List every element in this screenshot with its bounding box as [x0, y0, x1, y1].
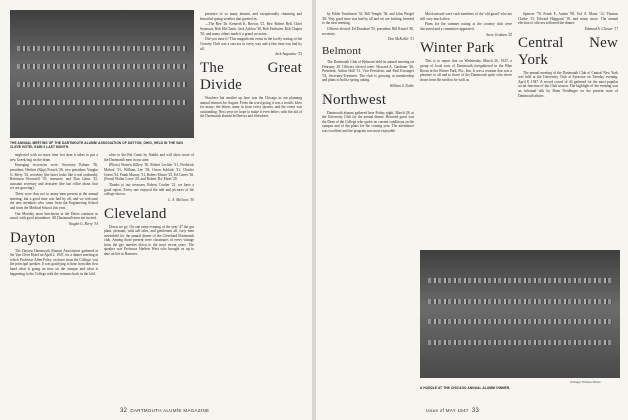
right-column-3: [518, 12, 618, 244]
signature: Jack Augustine '35: [274, 52, 302, 57]
magazine-name: DARTMOUTH ALUMNI MAGAZINE: [130, 408, 210, 413]
left-column-2: [104, 153, 194, 403]
paragraph: presence of so many alumni, and exceptionally charming and beautiful spring weather that greeted us.: [200, 12, 302, 21]
paragraph: Down we go. On one rainy evening of the year '47 the gas plant, pleasant, with tall tales, and gentlemen all, forty men assembled for the annual dinner of the Cleveland Dartmouth club. Among those present were classmates of every vintage from the gay nineties down to the most recent years. The speaker was Professor Herbert West who brought us up to date on life in Hanover.: [104, 224, 194, 257]
paragraph: Thanks to our treasurer, Robert Coulter '21, we have a good report. Every one enjoyed the talk and pictures of the college shown.: [104, 182, 194, 197]
photo-caption: A HUDDLE AT THE CHICAGO ANNUAL ALUMNI DINNER.: [420, 386, 511, 390]
paragraph: The Dartmouth Club of Belmont held its annual meeting on February 28. Officers elected were: Howard A. Gardener '28, President; Arthur Hall '31, Vice President; and Paul Kissinger '34, Secretary-Treasurer. The club is growing in membership and plans to hold a spring outing.: [322, 59, 414, 83]
signature: L. A. McGraw '30: [168, 197, 194, 202]
page-folio-left: [120, 408, 209, 414]
paragraph: alive to the Bel Canto by Stubbs and will show more of the Dartmouth men in our area:: [104, 153, 194, 162]
dayton-group-photo: [10, 10, 194, 138]
paragraph: (Photo) Warren Kilbey '30, Robert Lechler '31, Frederick Maloof '31, William Lee '38, Orton Schlarb '31, Charles Green '34, Frank Murray '31, Robert Moore '25, Ed Carter '38, (Front) Walter Lowe '20, and Robert 'Bo' Ehret '29.: [104, 163, 194, 182]
page-number: 32: [120, 408, 128, 414]
photo-credit: Chicago Tribune Photo: [570, 380, 601, 384]
signature: Don McKellar '31: [387, 37, 414, 42]
section-heading-belmont: Belmont: [322, 44, 362, 57]
signature: William S. Noble: [389, 84, 414, 89]
left-column-1: [10, 153, 98, 403]
paragraph: Did you miss it? This magnificent event in the lovely setting of the Country Club was a success in every way and a fine time was had by all.: [200, 37, 302, 51]
section-heading-cleveland: Cleveland: [104, 205, 167, 222]
section-heading-northwest: Northwest: [322, 91, 387, 108]
signature: Vaughn G. Berry '34: [68, 222, 98, 227]
paragraph: Our Monday noon luncheons at the Dawn continue as usual, with good attendance. All Dartmouth men are invited.: [10, 211, 98, 221]
right-column-1: [322, 12, 414, 404]
paragraph: Officers elected: Ed Donahue '35, president; Bill Russel '40, secretary.: [322, 26, 414, 36]
paragraph: The Dayton Dartmouth Alumni Association gathered at the Van Cleve Hotel on April 2, 1947, for a dinner meeting at which Professor Allen Foley, on leave from the College, was the principal speaker. It was gratifying to hear from him first hand what is going on now on the campus and what is happening to the College with the veterans back in the fold.: [10, 248, 98, 276]
paragraph: Dartmouth alumni gathered here Friday night, March 28, at the University Club for the annual dinner. Honored guest was the Dean of the College who spoke on current conditions on the campus and of the plans for the coming year. The attendance was excellent and the program was most enjoyable.: [322, 110, 414, 134]
paragraph: Emerging victorious were: Secretary Palmer '36, president; Herbert (Skip) French '36, vice president; Vaughn G. Berry '34, secretary (the latter looks like a real outbreak); Robinson Brownell '35, treasurer; and Dan Gaius '35, assistant secretary and treasurer (the last office about four we are growing).: [10, 163, 98, 191]
page-number: 33: [471, 408, 480, 414]
paragraph: Spencer '76, Frank E. Austin '98, Ted A. Martz '12, Thomas Clarke '15, Edward Hapgood '18, and many more. The annual election of officers followed the dinner.: [518, 12, 618, 26]
section-heading-dayton: Dayton: [10, 229, 56, 246]
photo-caption: THE ANNUAL MEETING OF THE DARTMOUTH ALUMNI ASSOCIATION OF DAYTON, OHIO, HELD IN THE VAN CLEVE HOTEL EARLY LAST MONTH.: [10, 141, 183, 149]
issue-date: Issue of MAY 1947: [426, 408, 469, 413]
section-heading-great-divide: The Great Divide: [200, 59, 302, 93]
section-heading-central-new-york: Central New York: [518, 34, 618, 68]
paragraph: Plans for the summer outing at the country club were discussed and a committee appointed.: [420, 22, 512, 31]
left-column-3: [200, 12, 302, 404]
right-page: [316, 0, 628, 420]
paragraph: Nowhere but another up here was the Chicago in our planning annual reunion for August. From the word going it was a terrific blow for many; the letters came in from every quarter, and the event was outstanding. Next year we hope to make it even better, with the aid of the Dartmouth alumni in Denver and elsewhere.: [200, 95, 302, 119]
signature: Edmund A. Chester '17: [584, 26, 618, 31]
right-column-2: [420, 12, 512, 252]
paragraph: neglected with no more time lost than it takes to put a new Greek bug on the drum.: [10, 153, 98, 162]
paragraph: The annual meeting of the Dartmouth Club of Central New York was held at the University Club at Syracuse on Tuesday evening, April 8, 1947. A record crowd of 44 gathered for the most popular social function of the Club season. The highlight of the evening was an informal talk by Dean Neidlinger on the present state of Dartmouth affairs.: [518, 70, 618, 98]
paragraph: —The Rev. Dr. Kenneth K. Brown, '21, Rev. Robert Bell, Chief Seymour, Bob McClintic, Jack Ashton '38, Bob Fairbairn, Bob Chapin '30, and many others made it a grand occasion.: [200, 22, 302, 36]
paragraph: Much missed were such members of the 'old guard' who are still very much alive.: [420, 12, 512, 21]
signature: Steve Graham '25: [486, 32, 512, 37]
page-folio-right: [426, 408, 479, 414]
paragraph: There were thus not so many men present at the annual meeting, but a good time was had by all, and we welcome the new members who came from the Engineering School and from the Medical School this year.: [10, 192, 98, 210]
section-heading-winter-park: Winter Park: [420, 40, 495, 57]
paragraph: by Eddie Tomlinson '32, Bill Temple '36, and John Weigel '46. Very good time was had by all and we are looking forward to the next meeting.: [322, 12, 414, 26]
left-page: [0, 0, 312, 420]
paragraph: This is to report that on Wednesday, March 26, 1947, a group of local sons of Dartmouth foregathered in the Blue Room at the Winter Park, Fla., Inn. It was a reunion that was a pleasure to all and to those of the Dartmouth spirit who drove down from the north to be with us.: [420, 59, 512, 82]
chicago-huddle-photo: [420, 250, 620, 378]
